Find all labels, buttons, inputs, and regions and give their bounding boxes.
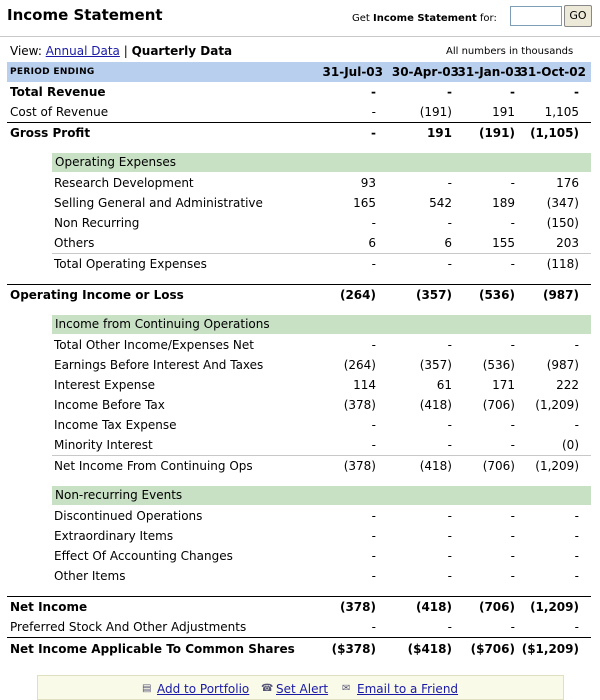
- row-value: (150): [546, 216, 579, 230]
- row-value: (264): [339, 288, 376, 302]
- row-value: (536): [478, 288, 515, 302]
- table-row: [0, 640, 600, 660]
- row-label: Operating Income or Loss: [10, 288, 184, 302]
- period-ending-label: PERIOD ENDING: [10, 67, 95, 77]
- symbol-input[interactable]: [510, 6, 562, 26]
- row-label: Gross Profit: [10, 126, 91, 140]
- row-value: (191): [478, 126, 515, 140]
- row-label: Selling General and Administrative: [54, 196, 263, 210]
- row-label: Non Recurring: [54, 216, 140, 230]
- row-label: Total Other Income/Expenses Net: [54, 338, 254, 352]
- row-value: (1,105): [530, 126, 579, 140]
- row-label: Discontinued Operations: [54, 509, 203, 523]
- row-value: 155: [492, 236, 515, 250]
- section-header-label: Non-recurring Events: [55, 488, 183, 502]
- row-value: 165: [353, 196, 376, 210]
- row-value: -: [447, 569, 452, 583]
- row-value: ($378): [331, 642, 376, 656]
- row-value: (118): [546, 257, 579, 271]
- row-value: ($706): [470, 642, 515, 656]
- row-divider: [7, 284, 591, 285]
- row-value: -: [447, 620, 452, 634]
- table-row: [0, 416, 600, 436]
- section-header: [52, 315, 591, 334]
- section-header-label: Income from Continuing Operations: [55, 317, 270, 331]
- table-row: [0, 547, 600, 567]
- annual-data-link[interactable]: Annual Data: [45, 44, 120, 58]
- row-value: -: [447, 418, 452, 432]
- period-date: 31-Jul-03: [322, 65, 383, 79]
- row-divider: [7, 122, 591, 123]
- get-statement-label: [352, 13, 497, 24]
- table-row: [0, 567, 600, 587]
- row-value: -: [447, 438, 452, 452]
- row-value: 542: [429, 196, 452, 210]
- row-label: Minority Interest: [54, 438, 153, 452]
- alert-icon: ☎: [261, 683, 274, 694]
- row-value: -: [574, 85, 579, 99]
- table-row: [0, 618, 600, 638]
- row-value: -: [510, 257, 515, 271]
- row-value: (264): [343, 358, 376, 372]
- table-row: [0, 336, 600, 356]
- add-to-portfolio-link[interactable]: Add to Portfolio: [157, 682, 250, 696]
- row-value: -: [371, 438, 376, 452]
- row-value: -: [371, 509, 376, 523]
- section-header-label: Operating Expenses: [55, 155, 176, 169]
- row-divider: [52, 253, 591, 254]
- table-row: [0, 376, 600, 396]
- row-value: (536): [482, 358, 515, 372]
- row-value: 93: [360, 176, 376, 190]
- table-row: [0, 527, 600, 547]
- row-value: -: [574, 418, 579, 432]
- row-label: Other Items: [54, 569, 126, 583]
- row-value: -: [510, 569, 515, 583]
- units-note: All numbers in thousands: [446, 46, 574, 57]
- row-value: -: [574, 509, 579, 523]
- quarterly-data-label: Quarterly Data: [131, 44, 233, 58]
- table-row: [0, 436, 600, 456]
- row-label: Research Development: [54, 176, 194, 190]
- row-label: Net Income Applicable To Common Shares: [10, 642, 295, 656]
- row-value: (378): [343, 459, 376, 473]
- table-row: [0, 507, 600, 527]
- row-value: 1,105: [544, 105, 579, 119]
- row-label: Income Before Tax: [54, 398, 165, 412]
- row-value: 191: [492, 105, 515, 119]
- row-value: -: [574, 569, 579, 583]
- row-label: Effect Of Accounting Changes: [54, 549, 233, 563]
- row-value: (357): [415, 288, 452, 302]
- row-label: Interest Expense: [54, 378, 155, 392]
- table-row: [0, 255, 600, 275]
- row-value: -: [510, 509, 515, 523]
- row-label: Income Tax Expense: [54, 418, 177, 432]
- row-value: 222: [556, 378, 579, 392]
- row-value: 61: [436, 378, 452, 392]
- table-row: [0, 396, 600, 416]
- table-row: [0, 103, 600, 123]
- row-value: -: [371, 216, 376, 230]
- row-value: -: [371, 620, 376, 634]
- row-value: (378): [343, 398, 376, 412]
- row-value: -: [447, 509, 452, 523]
- row-label: Net Income From Continuing Ops: [54, 459, 253, 473]
- row-value: 6: [368, 236, 376, 250]
- row-value: (1,209): [535, 398, 579, 412]
- row-value: (0): [562, 438, 579, 452]
- row-value: -: [447, 549, 452, 563]
- row-value: -: [574, 620, 579, 634]
- row-value: -: [447, 257, 452, 271]
- row-value: 176: [556, 176, 579, 190]
- row-label: Total Revenue: [10, 85, 106, 99]
- get-label-bold: Income Statement: [373, 13, 477, 24]
- row-value: -: [447, 529, 452, 543]
- header: [0, 0, 600, 36]
- row-value: -: [371, 338, 376, 352]
- period-date: 31-Jan-03: [457, 65, 522, 79]
- row-value: -: [510, 438, 515, 452]
- get-label-prefix: Get: [352, 13, 374, 24]
- row-value: -: [371, 418, 376, 432]
- view-prefix: View:: [10, 44, 42, 58]
- row-value: -: [371, 529, 376, 543]
- row-value: -: [371, 257, 376, 271]
- row-value: (706): [482, 398, 515, 412]
- row-value: ($1,209): [521, 642, 579, 656]
- row-value: -: [447, 85, 452, 99]
- row-value: (347): [546, 196, 579, 210]
- row-value: -: [510, 176, 515, 190]
- table-row: [0, 356, 600, 376]
- table-row: [0, 174, 600, 194]
- row-value: -: [447, 338, 452, 352]
- page-title: Income Statement: [7, 6, 163, 24]
- row-value: -: [371, 569, 376, 583]
- table-row: [0, 457, 600, 477]
- email-friend-link[interactable]: Email to a Friend: [357, 682, 459, 696]
- row-value: -: [574, 338, 579, 352]
- period-header: [7, 62, 591, 82]
- row-value: -: [574, 549, 579, 563]
- row-value: -: [510, 620, 515, 634]
- row-label: Cost of Revenue: [10, 105, 109, 119]
- row-label: Earnings Before Interest And Taxes: [54, 358, 264, 372]
- row-value: 171: [492, 378, 515, 392]
- row-value: (987): [546, 358, 579, 372]
- portfolio-icon: ▤: [142, 683, 152, 694]
- table-row: [0, 124, 600, 144]
- row-value: -: [510, 85, 515, 99]
- row-value: 114: [353, 378, 376, 392]
- get-label-suffix: for:: [476, 13, 497, 24]
- row-value: -: [510, 549, 515, 563]
- row-value: -: [447, 176, 452, 190]
- row-value: 203: [556, 236, 579, 250]
- row-value: 191: [426, 126, 452, 140]
- row-value: (706): [478, 600, 515, 614]
- row-value: -: [371, 126, 376, 140]
- row-divider: [52, 455, 591, 456]
- row-value: -: [371, 105, 376, 119]
- row-label: Net Income: [10, 600, 88, 614]
- row-value: -: [574, 529, 579, 543]
- row-value: (418): [419, 459, 452, 473]
- view-separator: |: [123, 44, 128, 58]
- row-value: (191): [419, 105, 452, 119]
- period-date: 31-Oct-02: [519, 65, 586, 79]
- set-alert-link[interactable]: Set Alert: [276, 682, 329, 696]
- table-row: [0, 83, 600, 103]
- row-value: -: [510, 216, 515, 230]
- view-selector: [10, 44, 232, 58]
- row-value: -: [510, 418, 515, 432]
- row-divider: [7, 637, 591, 638]
- row-value: (418): [415, 600, 452, 614]
- email-icon: ✉: [342, 683, 351, 694]
- section-header: [52, 153, 591, 172]
- row-label: Total Operating Expenses: [54, 257, 207, 271]
- table-row: [0, 234, 600, 254]
- row-value: (418): [419, 398, 452, 412]
- row-value: (378): [339, 600, 376, 614]
- row-value: -: [371, 85, 376, 99]
- row-value: (706): [482, 459, 515, 473]
- row-label: Preferred Stock And Other Adjustments: [10, 620, 247, 634]
- row-label: Extraordinary Items: [54, 529, 174, 543]
- row-value: (1,209): [530, 600, 579, 614]
- table-row: [0, 194, 600, 214]
- header-divider: [0, 36, 600, 37]
- row-value: 189: [492, 196, 515, 210]
- table-row: [0, 598, 600, 618]
- row-value: -: [510, 529, 515, 543]
- row-value: (987): [542, 288, 579, 302]
- section-header: [52, 486, 591, 505]
- row-value: -: [447, 216, 452, 230]
- table-row: [0, 214, 600, 234]
- row-label: Others: [54, 236, 95, 250]
- row-divider: [7, 596, 591, 597]
- row-value: (357): [419, 358, 452, 372]
- period-date: 30-Apr-03: [391, 65, 459, 79]
- row-value: 6: [444, 236, 452, 250]
- go-button[interactable]: GO: [564, 5, 592, 27]
- table-row: [0, 286, 600, 306]
- row-value: (1,209): [535, 459, 579, 473]
- row-value: ($418): [407, 642, 452, 656]
- row-value: -: [371, 549, 376, 563]
- row-value: -: [510, 338, 515, 352]
